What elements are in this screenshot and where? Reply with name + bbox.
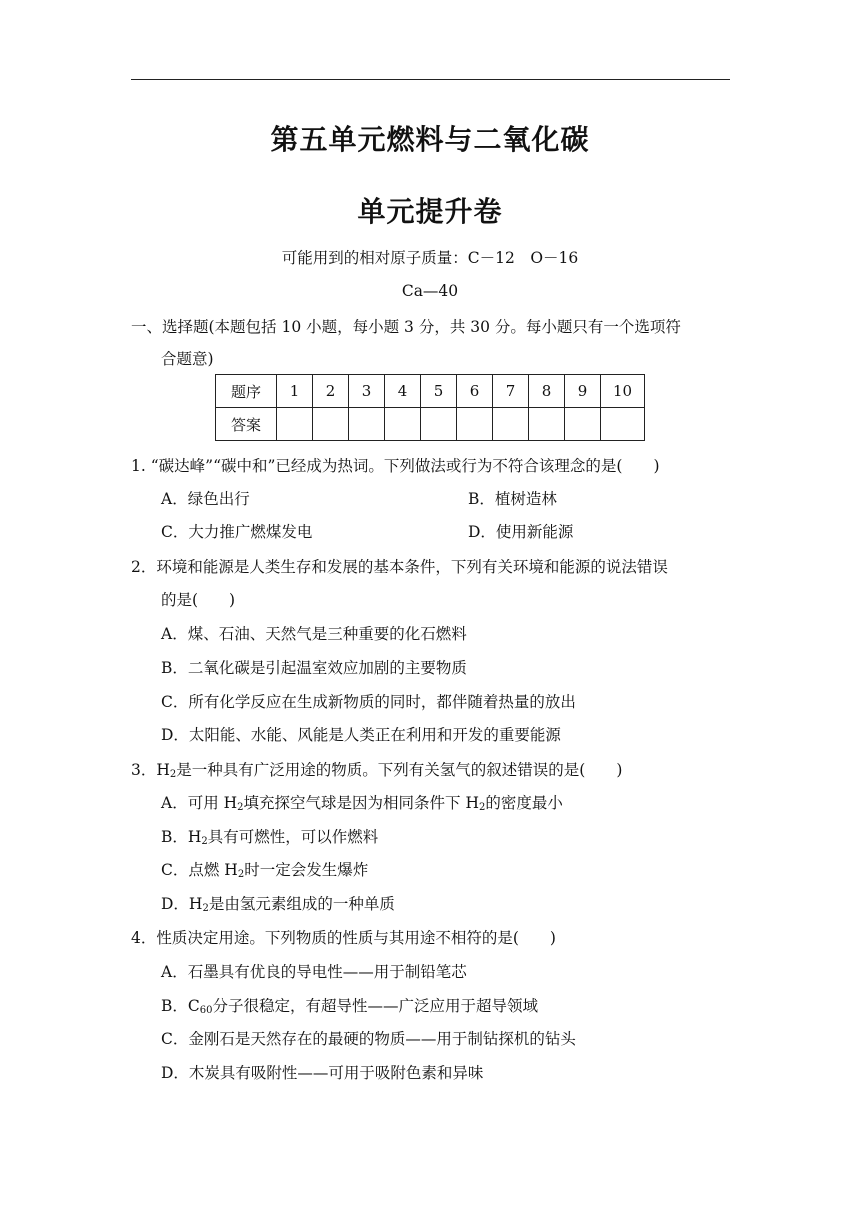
- table-number-cell: 9: [565, 375, 601, 408]
- question-1-option-b: B．植树造林: [468, 490, 557, 508]
- table-number-cell: 2: [313, 375, 349, 408]
- section-heading-cont: 合题意): [161, 350, 214, 368]
- question-3-option-b: B．$H_2$具有可燃性，可以作燃料: [161, 828, 379, 847]
- question-4-option-b: B．$C_{60}$分子很稳定，有超导性——广泛应用于超导领域: [161, 997, 539, 1016]
- table-number-cell: 10: [601, 375, 645, 408]
- atomic-mass-line-2: Ca—40: [401, 282, 459, 300]
- table-label-answer: 答案: [216, 408, 277, 441]
- question-4-option-c: C．金刚石是天然存在的最硬的物质——用于制钻探机的钻头: [161, 1030, 576, 1048]
- question-1-option-c: C．大力推广燃煤发电: [161, 523, 313, 541]
- answer-cell[interactable]: [277, 408, 313, 441]
- answer-cell[interactable]: [529, 408, 565, 441]
- answer-cell[interactable]: [385, 408, 421, 441]
- answer-cell[interactable]: [457, 408, 493, 441]
- question-4-stem: 4．性质决定用途。下列物质的性质与其用途不相符的是( ): [131, 929, 556, 947]
- question-1-stem: 1. “碳达峰”“碳中和”已经成为热词。下列做法或行为不符合该理念的是( ): [131, 457, 660, 475]
- table-number-cell: 1: [277, 375, 313, 408]
- table-number-cell: 3: [349, 375, 385, 408]
- question-3-stem: 3．$H_2$是一种具有广泛用途的物质。下列有关氢气的叙述错误的是( ): [131, 761, 623, 780]
- question-1-option-a: A．绿色出行: [161, 490, 250, 508]
- question-4-option-a: A．石墨具有优良的导电性——用于制铅笔芯: [161, 963, 467, 981]
- question-3-option-d: D．$H_2$是由氢元素组成的一种单质: [161, 895, 395, 914]
- answer-cell[interactable]: [601, 408, 645, 441]
- section-heading: 一、选择题(本题包括 10 小题，每小题 3 分，共 30 分。每小题只有一个选项符: [131, 318, 681, 336]
- page-title: 第五单元燃料与二氧化碳: [270, 123, 590, 156]
- question-2-option-b: B．二氧化碳是引起温室效应加剧的主要物质: [161, 659, 467, 677]
- question-1-option-d: D．使用新能源: [468, 523, 574, 541]
- question-2-option-a: A．煤、石油、天然气是三种重要的化石燃料: [161, 625, 467, 643]
- atomic-mass-line-1: 可能用到的相对原子质量：C－12 O－16: [281, 249, 579, 267]
- answer-cell[interactable]: [565, 408, 601, 441]
- question-3-option-a: A．可用 $H_2$填充探空气球是因为相同条件下 $H_2$的密度最小: [161, 794, 563, 813]
- table-number-cell: 7: [493, 375, 529, 408]
- question-2-option-d: D．太阳能、水能、风能是人类正在利用和开发的重要能源: [161, 726, 561, 744]
- table-label-number: 题序: [216, 375, 277, 408]
- answer-cell[interactable]: [493, 408, 529, 441]
- question-4-option-d: D．木炭具有吸附性——可用于吸附色素和异味: [161, 1064, 484, 1082]
- table-number-cell: 6: [457, 375, 493, 408]
- page-subtitle: 单元提升卷: [357, 195, 503, 228]
- table-number-cell: 5: [421, 375, 457, 408]
- question-2-option-c: C．所有化学反应在生成新物质的同时，都伴随着热量的放出: [161, 693, 576, 711]
- question-2-stem-cont: 的是( ): [161, 591, 236, 609]
- table-number-cell: 8: [529, 375, 565, 408]
- question-3-option-c: C．点燃 $H_2$时一定会发生爆炸: [161, 861, 369, 880]
- question-2-stem: 2．环境和能源是人类生存和发展的基本条件，下列有关环境和能源的说法错误: [131, 558, 668, 576]
- answer-cell[interactable]: [421, 408, 457, 441]
- answer-table: [215, 374, 645, 441]
- header-rule: [131, 79, 730, 80]
- answer-cell[interactable]: [349, 408, 385, 441]
- answer-cell[interactable]: [313, 408, 349, 441]
- table-number-cell: 4: [385, 375, 421, 408]
- answer-table-number-row: [216, 375, 645, 408]
- answer-table-answer-row: [216, 408, 645, 441]
